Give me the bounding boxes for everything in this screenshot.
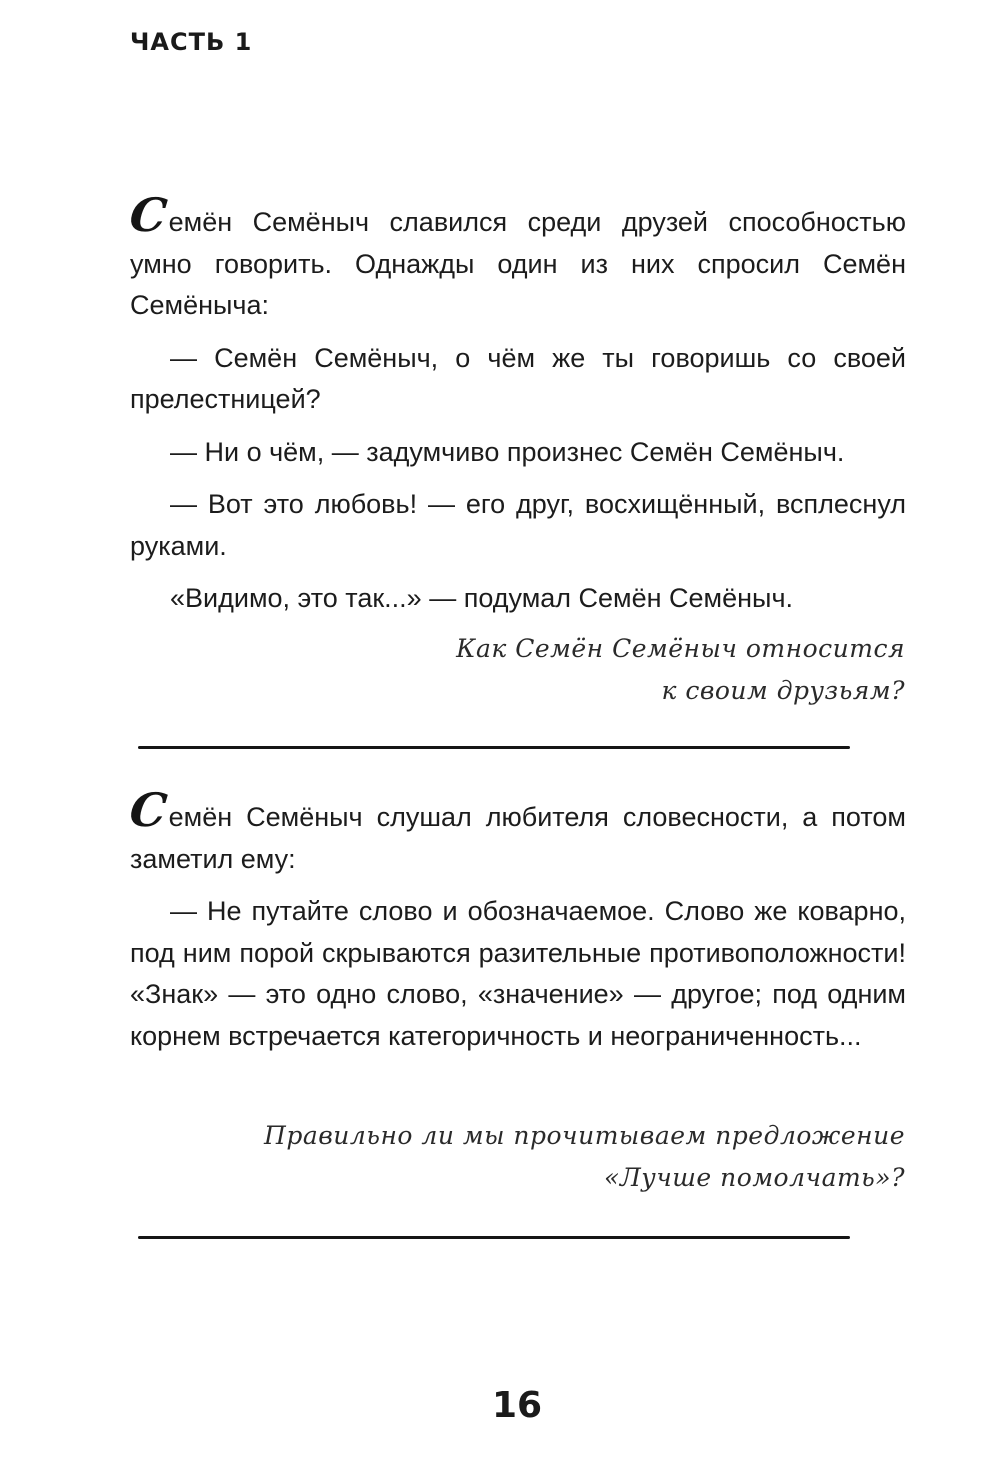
question-1-line: к своим друзьям? (661, 676, 905, 705)
story-1-paragraph: Семён Семёныч славился среди друзей способностью умно говорить. Однажды один из них спросил Семён Семёныча: (127, 188, 906, 320)
question-1-line: Как Семён Семёныч относится (456, 634, 905, 663)
story-2 (127, 783, 906, 1068)
question-2 (264, 1115, 905, 1199)
question-2-line: «Лучше помолчать»? (604, 1163, 905, 1192)
story-2-paragraph: — Не путайте слово и обозначаемое. Слово же коварно, под ним порой скрываются разительные противоположности! «Знак» — это одно слово, «значение» — другое; под одним корнем встречается категоричность и неограниченность... (130, 896, 906, 1051)
story-1-paragraph: — Ни о чём, — задумчиво произнес Семён Семёныч. (170, 436, 845, 467)
running-head: ЧАСТЬ 1 (130, 28, 253, 56)
story-1-paragraph: «Видимо, это так...» — подумал Семён Семёныч. (170, 583, 794, 613)
story-1 (127, 188, 906, 631)
section-divider (138, 746, 850, 749)
story-2-paragraph: Семён Семёныч слушал любителя словесности, а потом заметил ему: (127, 783, 906, 874)
question-2-line: Правильно ли мы прочитываем предложение (264, 1121, 905, 1150)
section-divider (138, 1236, 850, 1239)
drop-cap: С (127, 188, 170, 242)
page-number: 16 (491, 1385, 543, 1426)
question-1 (456, 628, 905, 712)
story-1-paragraph: — Семён Семёныч, о чём же ты говоришь со своей прелестницей? (130, 342, 906, 414)
story-1-paragraph: — Вот это любовь! — его друг, восхищённый, всплеснул руками. (130, 489, 906, 561)
drop-cap: С (127, 783, 170, 837)
